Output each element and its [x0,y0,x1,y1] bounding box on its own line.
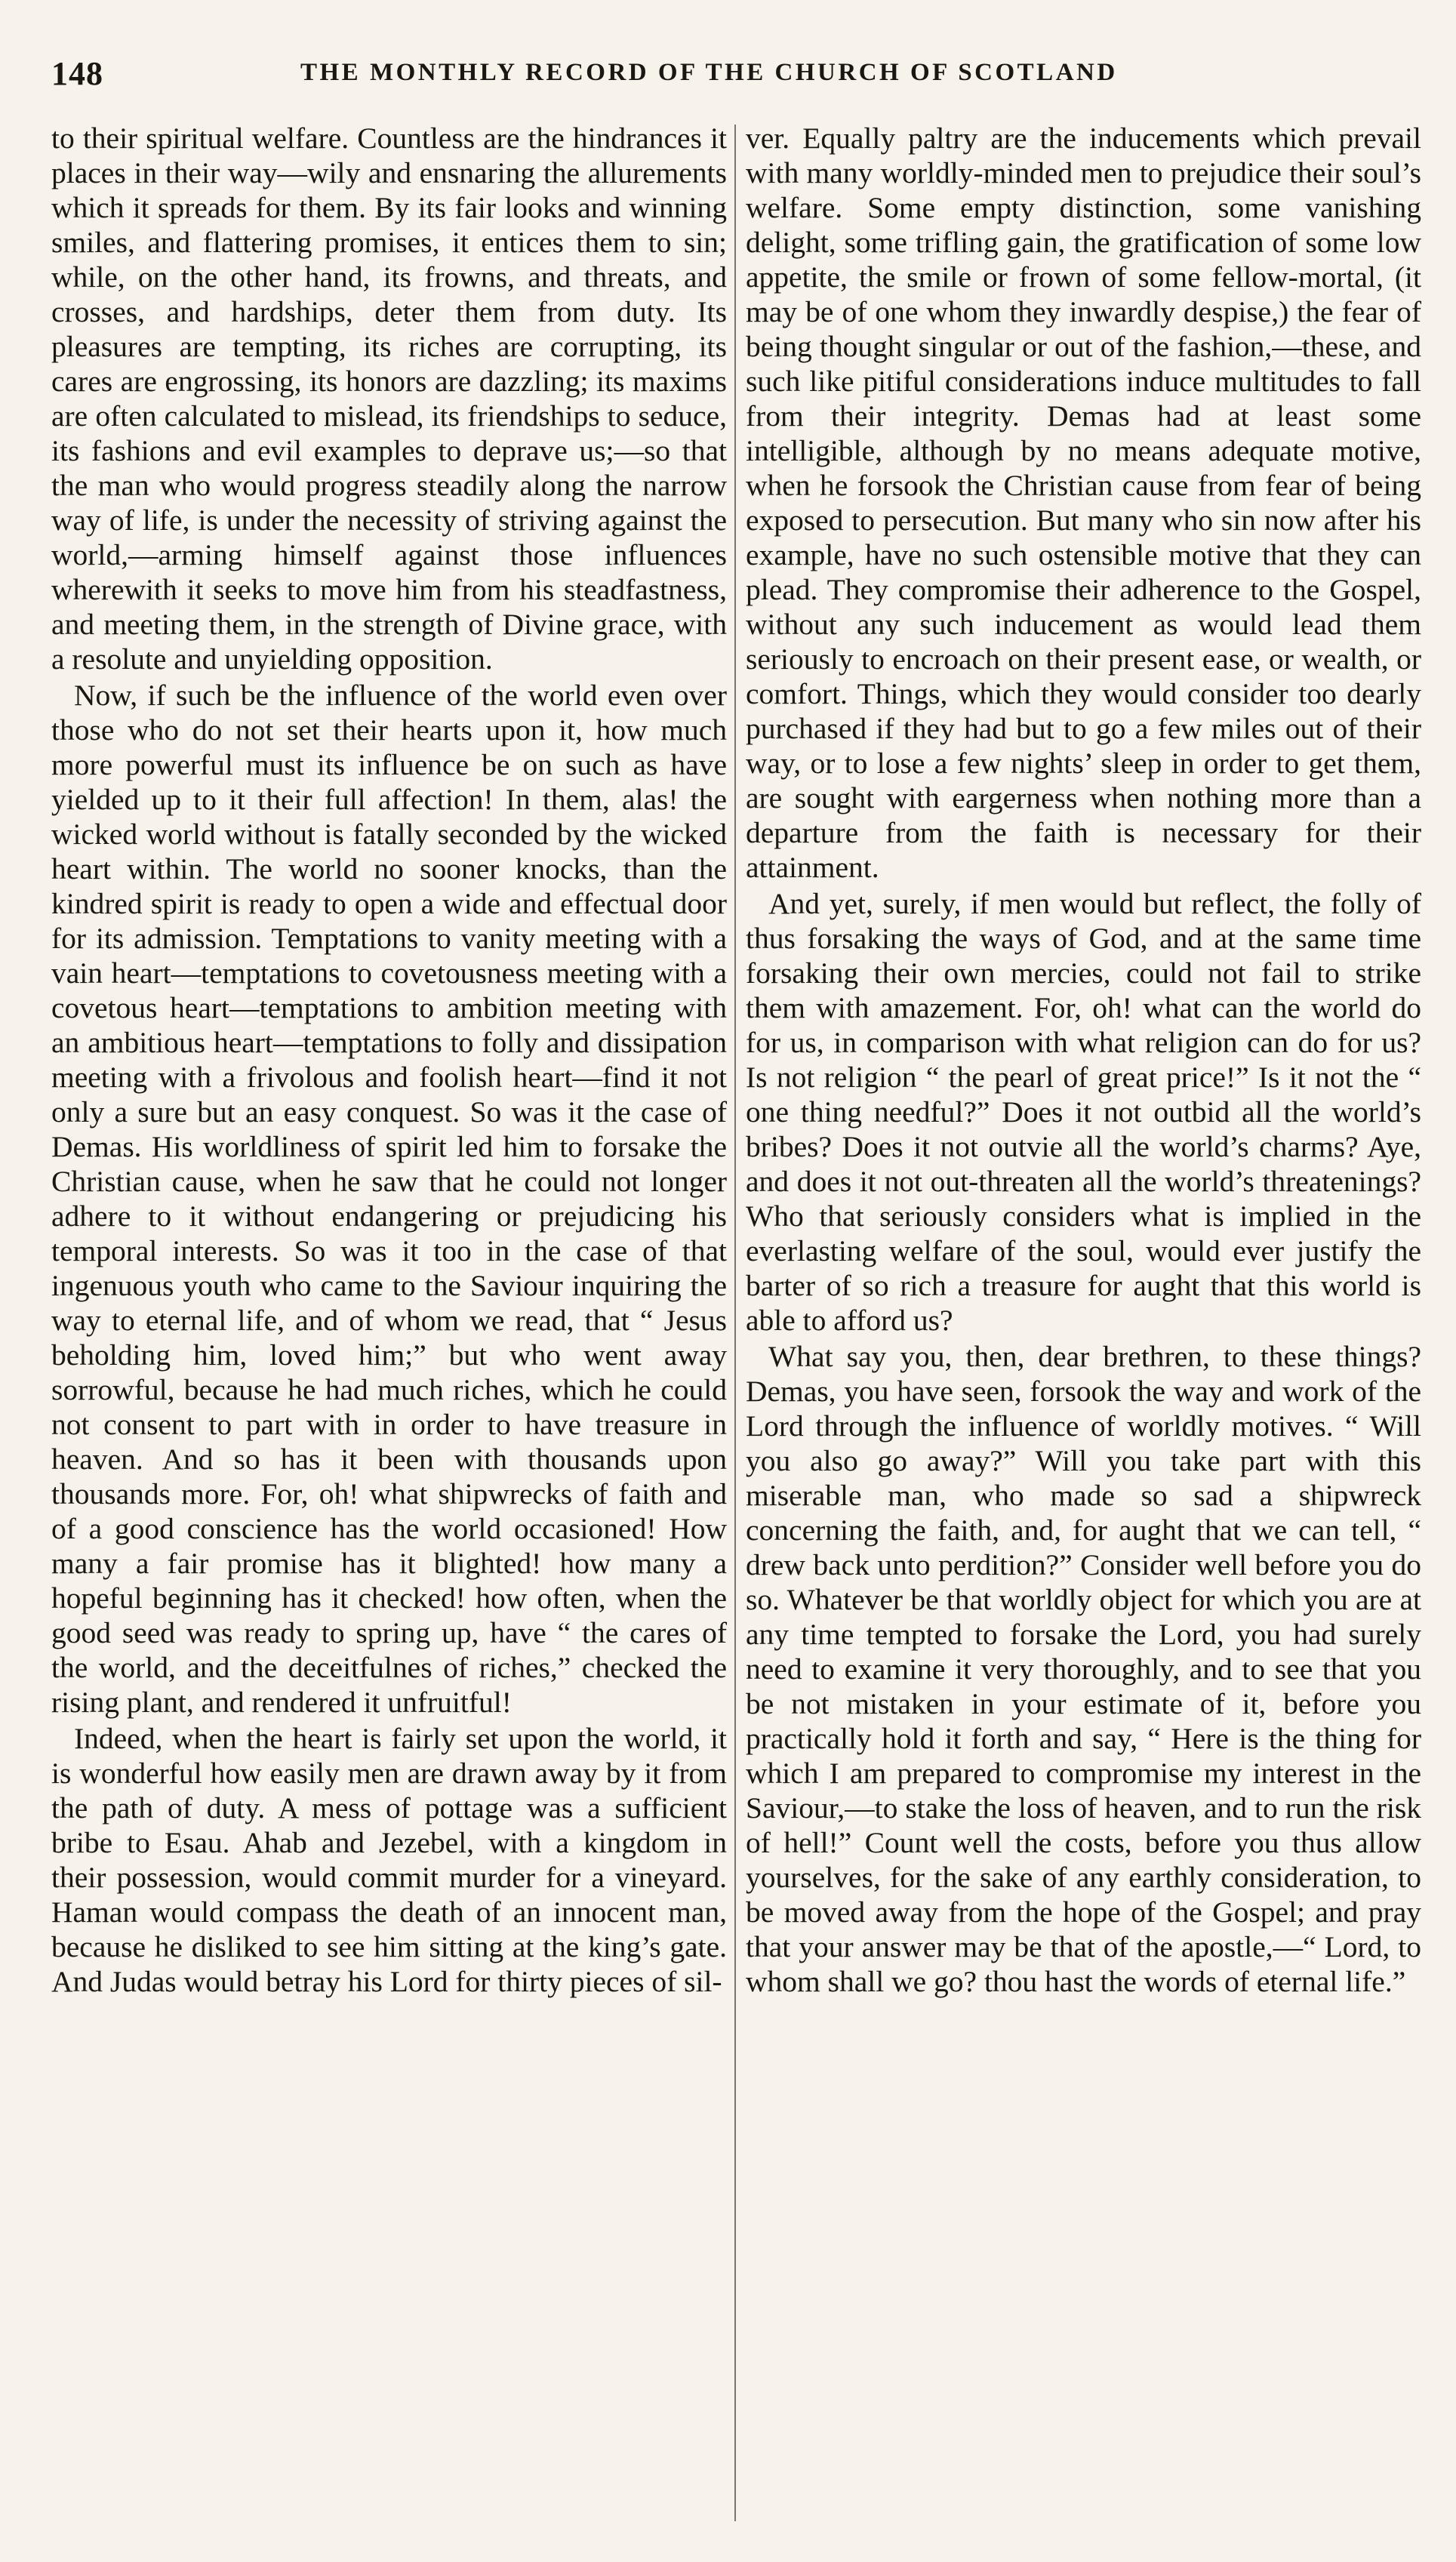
page-number: 148 [51,55,103,92]
running-header [51,54,1418,107]
running-title: THE MONTHLY RECORD OF THE CHURCH OF SCOTLAND [300,59,1118,86]
column-divider [734,125,736,2521]
left-paragraph-2: Now, if such be the influence of the world even over those who do not set their hearts upon it, how much more powerful must its influence be on such as have yielded up to it their full affection! In them, alas! the wicked world without is fatally seconded by the wicked heart within. The world no sooner knocks, than the kindred spirit is ready to open a wide and effectual door for its admission. Temptations to vanity meeting with a vain heart—temptations to covetousness meeting with a covetous heart—temptations to ambition meeting with an ambitious heart—temptations to folly and dissipation meeting with a frivolous and foolish heart—find it not only a sure but an easy conquest. So was it the case of Demas. His worldliness of spirit led him to forsake the Christian cause, when he saw that he could not longer adhere to it without endangering or prejudicing his temporal interests. So was it too in the case of that ingenuous youth who came to the Saviour inquiring the way to eternal life, and of whom we read, that “ Jesus beholding him, loved him;” but who went away sorrowful, because he had much riches, which he could not consent to part with in order to have treasure in heaven. And so has it been with thousands upon thousands more. For, oh! what shipwrecks of faith and of a good conscience has the world occasioned! How many a fair promise has it blighted! how many a hopeful beginning has it checked! how often, when the good seed was ready to spring up, have “ the cares of the world, and the deceitfulnes of riches,” checked the rising plant, and rendered it unfruitful! [51,679,727,1719]
right-column [746,121,1421,2521]
left-paragraph-1: to their spiritual welfare. Countless are the hindrances it places in their way—wily and ensnaring the allurements which it spreads for them. By its fair looks and winning smiles, and flattering promises, it entices them to sin; while, on the other hand, its frowns, and threats, and crosses, and hardships, deter them from duty. Its pleasures are tempting, its riches are corrupting, its cares are engrossing, its honors are dazzling; its maxims are often calculated to mislead, its friendships to seduce, its fashions and evil examples to deprave us;—so that the man who would progress steadily along the narrow way of life, is under the necessity of striving against the world,—arming himself against those influences wherewith it seeks to move him from his steadfastness, and meeting them, in the strength of Divine grace, with a resolute and unyielding opposition. [51,122,727,676]
right-paragraph-2: And yet, surely, if men would but reflect, the folly of thus forsaking the ways of God, and at the same time forsaking their own mercies, could not fail to strike them with amazement. For, oh! what can the world do for us, in comparison with what religion can do for us? Is not religion “ the pearl of great price!” Is it not the “ one thing needful?” Does it not outbid all the world’s bribes? Does it not outvie all the world’s charms? Aye, and does it not out-threaten all the world’s threatenings? Who that seriously considers what is implied in the everlasting welfare of the soul, would ever justify the barter of so rich a treasure for aught that this world is able to afford us? [746,887,1421,1337]
left-column [51,121,727,2521]
right-paragraph-3: What say you, then, dear brethren, to these things? Demas, you have seen, forsook the way and work of the Lord through the influence of worldly motives. “ Will you also go away?” Will you take part with this miserable man, who made so sad a shipwreck concerning the faith, and, for aught that we can tell, “ drew back unto perdition?” Consider well before you do so. Whatever be that worldly object for which you are at any time tempted to forsake the Lord, you had surely need to examine it very thoroughly, and to see that you be not mistaken in your estimate of it, before you practically hold it forth and say, “ Here is the thing for which I am prepared to compromise my interest in the Saviour,—to stake the loss of heaven, and to run the risk of hell!” Count well the costs, before you thus allow yourselves, for the sake of any earthly consideration, to be moved away from the hope of the Gospel; and pray that your answer may be that of the apostle,—“ Lord, to whom shall we go? thou hast the words of eternal life.” [746,1340,1421,1998]
left-paragraph-3: Indeed, when the heart is fairly set upon the world, it is wonderful how easily men are drawn away by it from the path of duty. A mess of pottage was a sufficient bribe to Esau. Ahab and Jezebel, with a kingdom in their possession, would commit murder for a vineyard. Haman would compass the death of an innocent man, because he disliked to see him sitting at the king’s gate. And Judas would betray his Lord for thirty pieces of sil- [51,1722,727,1998]
right-paragraph-1: ver. Equally paltry are the inducements which prevail with many worldly-minded men to prejudice their soul’s welfare. Some empty distinction, some vanishing delight, some trifling gain, the gratification of some low appetite, the smile or frown of some fellow-mortal, (it may be of one whom they inwardly despise,) the fear of being thought singular or out of the fashion,—these, and such like pitiful considerations induce multitudes to fall from their integrity. Demas had at least some intelligible, although by no means adequate motive, when he forsook the Christian cause from fear of being exposed to persecution. But many who sin now after his example, have no such ostensible motive that they can plead. They compromise their adherence to the Gospel, without any such inducement as would lead them seriously to encroach on their present ease, or wealth, or comfort. Things, which they would consider too dearly purchased if they had but to go a few miles out of their way, or to lose a few nights’ sleep in order to get them, are sought with eargerness when nothing more than a departure from the faith is necessary for their attainment. [746,122,1421,884]
